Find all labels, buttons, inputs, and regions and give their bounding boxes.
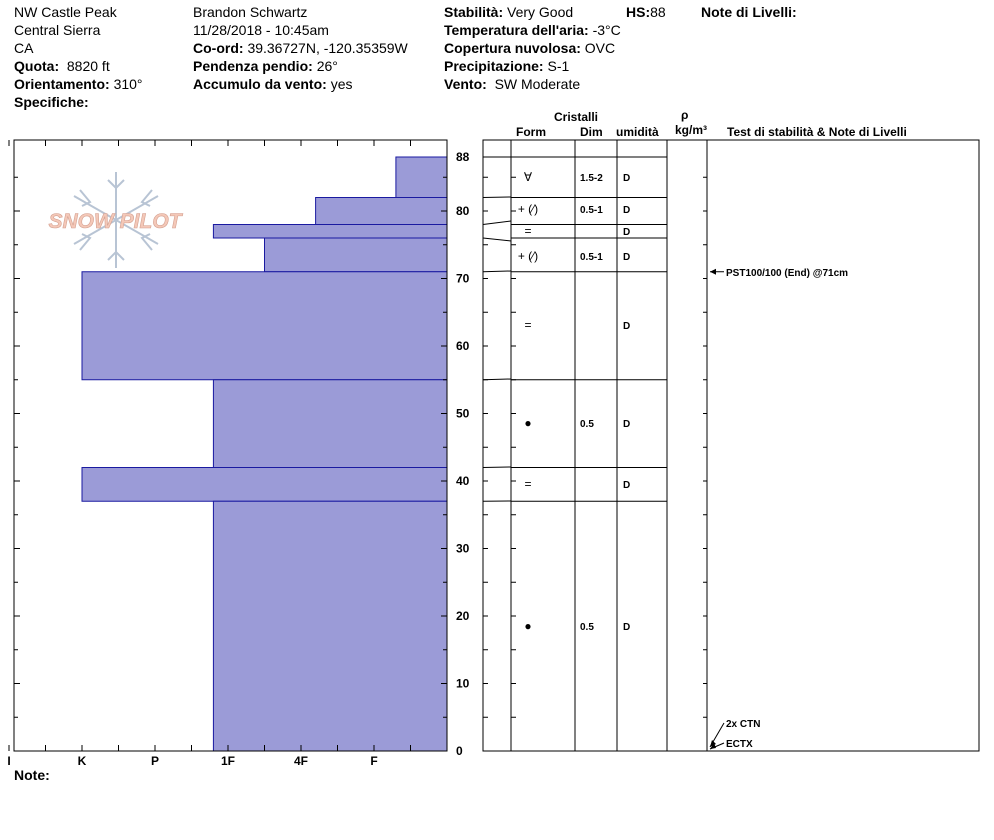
layer-notes-heading-label: Note di Livelli: <box>701 4 797 20</box>
wind-label: Vento: <box>444 76 487 92</box>
observer-name: Brandon Schwartz <box>193 4 308 20</box>
layer-wetness-6: D <box>623 480 631 491</box>
test-label-1: 2x CTN <box>726 719 761 730</box>
layer-connector-6 <box>483 467 511 468</box>
y-tick-label-10: 10 <box>456 676 470 691</box>
layer-form-1: + (⁄) <box>517 202 539 216</box>
x-tick-label-4F: 4F <box>293 754 309 768</box>
layer-connector-3 <box>483 238 511 241</box>
y-tick-label-60: 60 <box>456 339 470 353</box>
hardness-bar-1 <box>316 198 447 225</box>
layer-table-frame <box>483 140 979 751</box>
snow-height-label: HS: <box>626 4 651 20</box>
note-label: Note: <box>14 767 50 783</box>
layer-wetness-1: D <box>623 205 631 216</box>
hardness-bar-3 <box>265 238 448 272</box>
elevation-value: 8820 ft <box>66 58 110 74</box>
layer-size-3: 0.5-1 <box>580 252 603 263</box>
layer-wetness-0: D <box>623 173 631 184</box>
layer-connector-4 <box>483 271 511 272</box>
layer-form-0: ∀ <box>523 170 533 184</box>
snow-height-value: 88 <box>650 4 666 20</box>
layer-size-5: 0.5 <box>580 419 594 430</box>
x-tick-label-K: K <box>77 754 87 768</box>
hardness-bar-4 <box>82 272 447 380</box>
air-temperature-value: -3°C <box>592 22 621 38</box>
layer-size-7: 0.5 <box>580 622 594 633</box>
y-tick-label-20: 20 <box>456 609 470 623</box>
coordinates-label: Co-ord: <box>193 40 244 56</box>
stability-label: Stabilità: <box>444 4 504 20</box>
hardness-bar-7 <box>213 501 447 751</box>
precipitation-label: Precipitazione: <box>444 58 544 74</box>
hardness-bar-0 <box>396 157 447 198</box>
layer-connector-2 <box>483 221 511 225</box>
layer-wetness-7: D <box>623 622 631 633</box>
precipitation-value: S-1 <box>547 58 570 74</box>
air-temperature-label: Temperatura dell'aria: <box>444 22 589 38</box>
slope-angle-label: Pendenza pendio: <box>193 58 313 74</box>
tests-heading: Test di stabilità & Note di Livelli <box>727 125 907 139</box>
hardness-bar-2 <box>213 225 447 239</box>
layer-connector-5 <box>483 379 511 380</box>
coordinates-value: 39.36727N, -120.35359W <box>247 40 408 56</box>
density-symbol: ρ <box>681 108 689 122</box>
specifics-label: Specifiche: <box>14 94 89 110</box>
x-tick-label-P: P <box>150 754 160 768</box>
cloud-cover-value: OVC <box>584 40 616 56</box>
layer-form-6: = <box>524 477 532 491</box>
location-name: NW Castle Peak <box>14 4 117 20</box>
aspect-label: Orientamento: <box>14 76 110 92</box>
x-tick-label-1F: 1F <box>220 754 236 768</box>
layer-form-2: = <box>524 224 532 238</box>
x-tick-label-F: F <box>370 754 378 768</box>
x-tick-label-I: I <box>7 754 11 768</box>
test-arrow-0 <box>710 269 716 275</box>
layer-connector-1 <box>483 197 511 198</box>
y-tick-label-80: 80 <box>456 204 470 218</box>
crystals-heading: Cristalli <box>554 110 599 124</box>
test-label-0: PST100/100 (End) @71cm <box>726 267 849 279</box>
layer-form-5: ● <box>524 416 532 430</box>
observation-datetime: 11/28/2018 - 10:45am <box>193 22 329 38</box>
layer-wetness-5: D <box>623 419 631 430</box>
layer-wetness-2: D <box>623 227 631 238</box>
stability-value: Very Good <box>507 4 574 20</box>
hardness-bar-5 <box>213 380 447 468</box>
y-tick-label-88: 88 <box>456 150 470 164</box>
y-tick-label-70: 70 <box>456 271 470 286</box>
region-name: Central Sierra <box>14 22 101 38</box>
density-unit: kg/m³ <box>675 123 708 137</box>
size-heading: Dim <box>580 125 603 139</box>
layer-form-3: + (⁄) <box>517 249 539 263</box>
y-tick-label-30: 30 <box>456 541 470 556</box>
layer-form-4: = <box>524 318 532 332</box>
layer-wetness-3: D <box>623 252 631 263</box>
hardness-bar-6 <box>82 468 447 502</box>
state-name: CA <box>14 40 34 56</box>
y-tick-label-50: 50 <box>456 406 470 421</box>
hardness-bars <box>82 157 447 751</box>
stability-tests <box>710 268 848 750</box>
wetness-heading: umidità <box>616 125 659 139</box>
slope-angle-value: 26° <box>316 58 338 74</box>
layer-wetness-4: D <box>623 321 631 332</box>
elevation-label: Quota: <box>14 58 60 74</box>
form-heading: Form <box>516 125 546 139</box>
y-tick-label-0: 0 <box>456 744 463 758</box>
layer-size-1: 0.5-1 <box>580 205 603 216</box>
layer-form-7: ● <box>524 619 532 633</box>
test-label-2: ECTX <box>726 739 753 750</box>
logo-text: SNOW PILOT <box>48 210 182 233</box>
wind-value: SW Moderate <box>494 76 581 92</box>
layer-table <box>483 140 979 751</box>
aspect-value: 310° <box>113 76 143 92</box>
y-tick-label-40: 40 <box>456 474 470 488</box>
wind-loading-value: yes <box>330 76 353 92</box>
wind-loading-label: Accumulo da vento: <box>193 76 327 92</box>
layer-size-0: 1.5-2 <box>580 173 603 184</box>
cloud-cover-label: Copertura nuvolosa: <box>444 40 581 56</box>
